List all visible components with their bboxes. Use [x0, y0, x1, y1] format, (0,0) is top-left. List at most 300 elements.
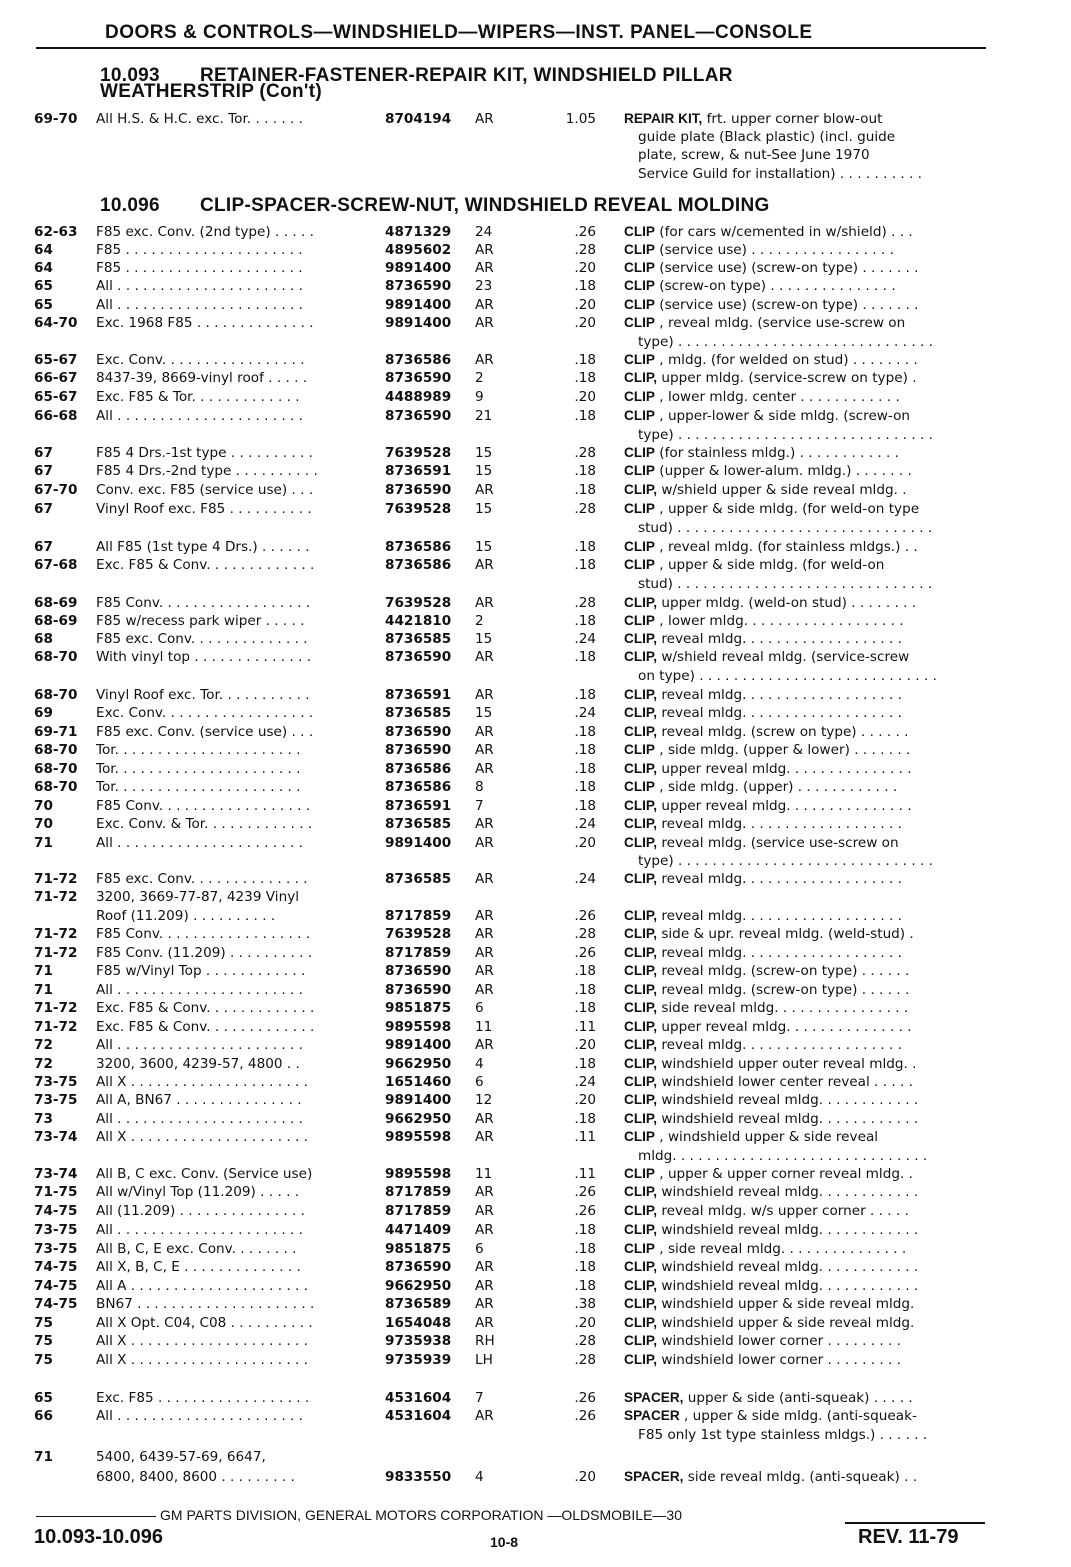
- part-number: 8736586: [385, 761, 452, 777]
- part-name: SPACER,: [624, 1469, 684, 1484]
- table-row: [0, 778, 1071, 796]
- part-number: 8736590: [385, 1259, 452, 1275]
- price: .18: [574, 982, 596, 998]
- section-title-text: CLIP-SPACER-SCREW-NUT, WINDSHIELD REVEAL MOLDING: [200, 195, 770, 216]
- part-name: CLIP,: [624, 1278, 657, 1293]
- part-number: 9735938: [385, 1333, 452, 1349]
- application: 6800, 8400, 8600 . . . . . . . . .: [96, 1469, 295, 1485]
- part-name: CLIP: [624, 260, 655, 275]
- year-range: 68-70: [34, 649, 78, 665]
- application: 5400, 6439-57-69, 6647,: [96, 1449, 266, 1465]
- price: .18: [574, 742, 596, 758]
- part-name: CLIP: [624, 242, 655, 257]
- description: [624, 1128, 986, 1146]
- part-name: CLIP,: [624, 1333, 657, 1348]
- price: .18: [574, 1000, 596, 1016]
- description-text: upper mldg. (service-screw on type) .: [661, 370, 917, 386]
- part-number: 8717859: [385, 1203, 452, 1219]
- part-name: CLIP,: [624, 482, 657, 497]
- price: .26: [574, 908, 596, 924]
- part-name: CLIP,: [624, 649, 657, 664]
- part-number: 8717859: [385, 908, 452, 924]
- quantity: LH: [475, 1352, 493, 1368]
- year-range: 74-75: [34, 1296, 78, 1312]
- part-name: CLIP,: [624, 1184, 657, 1199]
- description: [624, 723, 986, 741]
- price: .20: [574, 315, 596, 331]
- price: .28: [574, 501, 596, 517]
- quantity: 9: [475, 389, 484, 405]
- description: [624, 999, 986, 1017]
- year-range: 69-71: [34, 724, 78, 740]
- part-number: 8736590: [385, 724, 452, 740]
- part-number: 8736586: [385, 779, 452, 795]
- table-row: [0, 723, 1071, 741]
- quantity: 2: [475, 613, 484, 629]
- application: All w/Vinyl Top (11.209) . . . . .: [96, 1184, 300, 1200]
- part-name: REPAIR KIT,: [624, 111, 703, 126]
- quantity: 12: [475, 1092, 493, 1108]
- part-number: 8736590: [385, 649, 452, 665]
- table-row: [0, 1468, 1071, 1486]
- price: .24: [574, 631, 596, 647]
- part-number: 8736586: [385, 352, 452, 368]
- application: All X, B, C, E . . . . . . . . . . . . . .: [96, 1259, 301, 1275]
- description-text: windshield lower center reveal . . . . .: [661, 1074, 913, 1090]
- table-row: [0, 1277, 1071, 1295]
- part-name: CLIP,: [624, 1315, 657, 1330]
- table-row: [0, 1110, 1071, 1128]
- description-text: upper reveal mldg. . . . . . . . . . . . . . .: [661, 761, 912, 777]
- table-row: [0, 1314, 1071, 1332]
- table-row: [0, 1240, 1071, 1258]
- description: [624, 1183, 986, 1201]
- quantity: AR: [475, 835, 494, 851]
- part-name: CLIP: [624, 539, 655, 554]
- quantity: 2: [475, 370, 484, 386]
- description: [624, 1221, 986, 1239]
- quantity: AR: [475, 1203, 494, 1219]
- year-range: 71: [34, 835, 53, 851]
- price: .18: [574, 649, 596, 665]
- part-name: CLIP: [624, 463, 655, 478]
- quantity: AR: [475, 1184, 494, 1200]
- price: .18: [574, 1278, 596, 1294]
- part-name: CLIP: [624, 352, 655, 367]
- quantity: AR: [475, 352, 494, 368]
- year-range: 66: [34, 1408, 53, 1424]
- application: 8437-39, 8669-vinyl roof . . . . .: [96, 370, 308, 386]
- description: [624, 407, 986, 425]
- price: .24: [574, 705, 596, 721]
- description-text: reveal mldg. . . . . . . . . . . . . . . . . . .: [661, 908, 902, 924]
- part-number: 4471409: [385, 1222, 452, 1238]
- table-row: [0, 165, 1071, 183]
- part-name: CLIP,: [624, 835, 657, 850]
- part-name: CLIP,: [624, 926, 657, 941]
- description: [624, 462, 986, 480]
- application: All . . . . . . . . . . . . . . . . . . . . . .: [96, 982, 303, 998]
- application: F85 . . . . . . . . . . . . . . . . . . . . .: [96, 260, 303, 276]
- year-range: 67-68: [34, 557, 78, 573]
- part-name: CLIP,: [624, 1019, 657, 1034]
- description-text: , upper & side mldg. (for weld-on: [659, 557, 885, 573]
- year-range: 71-75: [34, 1184, 78, 1200]
- description-text: windshield reveal mldg. . . . . . . . . . . .: [661, 1222, 919, 1238]
- description-text: upper reveal mldg. . . . . . . . . . . . . . .: [661, 798, 912, 814]
- table-row: [0, 369, 1071, 387]
- description-text: , side reveal mldg. . . . . . . . . . . . . . .: [659, 1241, 907, 1257]
- quantity: 6: [475, 1000, 484, 1016]
- year-range: 71: [34, 1449, 53, 1465]
- year-range: 73-75: [34, 1074, 78, 1090]
- description-text: , upper & side mldg. (anti-squeak-: [683, 1408, 917, 1424]
- description: [624, 241, 986, 259]
- part-name: CLIP: [624, 557, 655, 572]
- description-text: mldg. . . . . . . . . . . . . . . . . . . . . . . . . . . . . .: [638, 1148, 928, 1164]
- description: [624, 1407, 986, 1425]
- footer-rule: [36, 1516, 156, 1517]
- description: [624, 519, 1000, 537]
- description-text: , reveal mldg. (service use-screw on: [659, 315, 906, 331]
- application: F85 Conv. . . . . . . . . . . . . . . . . .: [96, 798, 311, 814]
- table-row: [0, 556, 1071, 574]
- description: [624, 648, 986, 666]
- description-text: , mldg. (for welded on stud) . . . . . . . .: [659, 352, 918, 368]
- part-number: 8736589: [385, 1296, 452, 1312]
- application: Exc. F85 & Tor. . . . . . . . . . . . .: [96, 389, 300, 405]
- description: [624, 314, 986, 332]
- year-range: 68: [34, 631, 53, 647]
- part-number: 8736591: [385, 463, 452, 479]
- description-text: reveal mldg. w/s upper corner . . . . .: [661, 1203, 909, 1219]
- description: [624, 556, 986, 574]
- table-row: [0, 223, 1071, 241]
- table-row: [0, 704, 1071, 722]
- section-number: 10.093: [100, 65, 160, 86]
- application: Exc. Conv. . . . . . . . . . . . . . . . .: [96, 352, 305, 368]
- description-text: type) . . . . . . . . . . . . . . . . . . . . . . . . . . . . . .: [638, 334, 933, 350]
- part-number: 7639528: [385, 595, 452, 611]
- description: [624, 1468, 986, 1486]
- description: [624, 1277, 986, 1295]
- application: All B, C, E exc. Conv. . . . . . . .: [96, 1241, 297, 1257]
- description: [624, 612, 986, 630]
- price: .18: [574, 779, 596, 795]
- part-name: CLIP: [624, 1129, 655, 1144]
- part-name: CLIP: [624, 501, 655, 516]
- price: .18: [574, 1111, 596, 1127]
- quantity: AR: [475, 482, 494, 498]
- part-name: CLIP,: [624, 1352, 657, 1367]
- year-range: 65: [34, 278, 53, 294]
- quantity: AR: [475, 315, 494, 331]
- year-range: 65-67: [34, 389, 78, 405]
- part-number: 9891400: [385, 835, 452, 851]
- part-number: 4895602: [385, 242, 452, 258]
- part-name: CLIP,: [624, 705, 657, 720]
- description: [624, 296, 986, 314]
- price: .20: [574, 389, 596, 405]
- price: .11: [574, 1019, 596, 1035]
- part-number: 4871329: [385, 224, 452, 240]
- part-number: 8704194: [385, 111, 452, 127]
- part-number: 8736591: [385, 798, 452, 814]
- application: All F85 (1st type 4 Drs.) . . . . . .: [96, 539, 310, 555]
- table-row: [0, 1073, 1071, 1091]
- year-range: 71: [34, 982, 53, 998]
- year-range: 73-75: [34, 1241, 78, 1257]
- description-text: , upper-lower & side mldg. (screw-on: [659, 408, 911, 424]
- part-name: CLIP,: [624, 724, 657, 739]
- description-text: reveal mldg. (screw-on type) . . . . . .: [661, 963, 910, 979]
- description: [624, 1165, 986, 1183]
- quantity: 24: [475, 224, 493, 240]
- part-number: 9895598: [385, 1019, 452, 1035]
- part-name: CLIP: [624, 1241, 655, 1256]
- description-text: (upper & lower-alum. mldg.) . . . . . . .: [659, 463, 912, 479]
- part-number: 8736586: [385, 539, 452, 555]
- application: All (11.209) . . . . . . . . . . . . . . .: [96, 1203, 305, 1219]
- footer-publisher: GM PARTS DIVISION, GENERAL MOTORS CORPORATION —OLDSMOBILE—30: [160, 1507, 682, 1523]
- description: [624, 538, 986, 556]
- quantity: AR: [475, 1315, 494, 1331]
- application: All X . . . . . . . . . . . . . . . . . . . . .: [96, 1129, 308, 1145]
- year-range: 74-75: [34, 1278, 78, 1294]
- table-row: [0, 407, 1071, 425]
- section-number: 10.096: [100, 195, 160, 216]
- application: F85 Conv. (11.209) . . . . . . . . . .: [96, 945, 313, 961]
- description: [624, 667, 1000, 685]
- year-range: 73-75: [34, 1092, 78, 1108]
- description-text: windshield lower corner . . . . . . . . .: [661, 1333, 902, 1349]
- price: .28: [574, 595, 596, 611]
- table-row: [0, 1221, 1071, 1239]
- table-row: [0, 1448, 1071, 1466]
- quantity: AR: [475, 687, 494, 703]
- price: .18: [574, 687, 596, 703]
- description: [624, 369, 986, 387]
- part-name: CLIP,: [624, 1056, 657, 1071]
- part-number: 9891400: [385, 260, 452, 276]
- price: .18: [574, 482, 596, 498]
- year-range: 65-67: [34, 352, 78, 368]
- description-text: reveal mldg. . . . . . . . . . . . . . . . . . .: [661, 631, 902, 647]
- price: .11: [574, 1129, 596, 1145]
- description: [624, 1332, 986, 1350]
- description-text: side reveal mldg. (anti-squeak) . .: [687, 1469, 918, 1485]
- section-title-10093-cont: [100, 81, 322, 102]
- part-number: 8736590: [385, 278, 452, 294]
- table-row: [0, 1389, 1071, 1407]
- description: [624, 852, 1000, 870]
- price: .20: [574, 297, 596, 313]
- year-range: 70: [34, 798, 53, 814]
- description: [624, 1036, 986, 1054]
- table-row: [0, 815, 1071, 833]
- table-row: [0, 500, 1071, 518]
- table-row: [0, 648, 1071, 666]
- price: .18: [574, 1259, 596, 1275]
- price: .20: [574, 1037, 596, 1053]
- quantity: AR: [475, 297, 494, 313]
- quantity: AR: [475, 260, 494, 276]
- price: .28: [574, 445, 596, 461]
- application: F85 . . . . . . . . . . . . . . . . . . . . .: [96, 242, 303, 258]
- description: [624, 870, 986, 888]
- description-text: reveal mldg. . . . . . . . . . . . . . . . . . .: [661, 871, 902, 887]
- section-title-line2: WEATHERSTRIP (Con't): [100, 81, 322, 102]
- quantity: 6: [475, 1241, 484, 1257]
- price: .18: [574, 408, 596, 424]
- application: All B, C exc. Conv. (Service use): [96, 1166, 313, 1182]
- application: Exc. F85 & Conv. . . . . . . . . . . . .: [96, 1019, 315, 1035]
- application: All . . . . . . . . . . . . . . . . . . . . . .: [96, 1408, 303, 1424]
- description: [624, 259, 986, 277]
- table-row: [0, 999, 1071, 1017]
- price: .18: [574, 1241, 596, 1257]
- description-text: (for cars w/cemented in w/shield) . . .: [659, 224, 913, 240]
- quantity: AR: [475, 1037, 494, 1053]
- price: .28: [574, 242, 596, 258]
- table-row: [0, 444, 1071, 462]
- table-row: [0, 870, 1071, 888]
- table-row: [0, 481, 1071, 499]
- quantity: 4: [475, 1056, 484, 1072]
- part-number: 4421810: [385, 613, 452, 629]
- table-row: [0, 426, 1071, 444]
- description-text: windshield upper & side reveal mldg.: [661, 1315, 915, 1331]
- quantity: AR: [475, 871, 494, 887]
- year-range: 68-70: [34, 687, 78, 703]
- quantity: AR: [475, 1296, 494, 1312]
- price: .28: [574, 926, 596, 942]
- part-name: CLIP,: [624, 595, 657, 610]
- description: [624, 1295, 986, 1313]
- quantity: 6: [475, 1074, 484, 1090]
- year-range: 70: [34, 816, 53, 832]
- part-number: 9662950: [385, 1056, 452, 1072]
- description: [624, 575, 1000, 593]
- table-row: [0, 1165, 1071, 1183]
- price: .24: [574, 871, 596, 887]
- application: All . . . . . . . . . . . . . . . . . . . . . .: [96, 408, 303, 424]
- table-row: [0, 944, 1071, 962]
- part-number: 9891400: [385, 315, 452, 331]
- year-range: 67: [34, 501, 53, 517]
- description-text: F85 only 1st type stainless mldgs.) . . . . . .: [638, 1427, 928, 1443]
- part-name: CLIP,: [624, 1222, 657, 1237]
- description-text: upper mldg. (weld-on stud) . . . . . . . .: [661, 595, 917, 611]
- part-number: 4488989: [385, 389, 452, 405]
- description-text: reveal mldg. . . . . . . . . . . . . . . . . . .: [661, 945, 902, 961]
- table-row: [0, 834, 1071, 852]
- description: [624, 110, 986, 128]
- description-text: reveal mldg. (screw on type) . . . . . .: [661, 724, 909, 740]
- table-row: [0, 296, 1071, 314]
- price: .28: [574, 1333, 596, 1349]
- year-range: 71-72: [34, 926, 78, 942]
- application: All . . . . . . . . . . . . . . . . . . . . . .: [96, 1222, 303, 1238]
- part-number: 8736590: [385, 370, 452, 386]
- price: .26: [574, 224, 596, 240]
- table-row: [0, 852, 1071, 870]
- description-text: w/shield reveal mldg. (service-screw: [661, 649, 910, 665]
- price: .18: [574, 463, 596, 479]
- description-text: , lower mldg. . . . . . . . . . . . . . . . . . .: [659, 613, 904, 629]
- part-name: CLIP,: [624, 687, 657, 702]
- description: [624, 128, 1000, 146]
- description-text: upper & side (anti-squeak) . . . . .: [687, 1390, 913, 1406]
- price: .24: [574, 816, 596, 832]
- application: F85 exc. Conv. . . . . . . . . . . . . .: [96, 871, 308, 887]
- description: [624, 925, 986, 943]
- description-text: (for stainless mldg.) . . . . . . . . . . . .: [659, 445, 899, 461]
- application: F85 w/Vinyl Top . . . . . . . . . . . .: [96, 963, 306, 979]
- part-name: CLIP,: [624, 761, 657, 776]
- price: .26: [574, 1408, 596, 1424]
- application: All X . . . . . . . . . . . . . . . . . . . . .: [96, 1333, 308, 1349]
- part-name: SPACER: [624, 1408, 680, 1423]
- year-range: 67-70: [34, 482, 78, 498]
- description-text: reveal mldg. . . . . . . . . . . . . . . . . . .: [661, 816, 902, 832]
- application: 3200, 3669-77-87, 4239 Vinyl: [96, 889, 300, 905]
- price: .18: [574, 761, 596, 777]
- price: .26: [574, 1184, 596, 1200]
- part-name: CLIP: [624, 445, 655, 460]
- quantity: AR: [475, 926, 494, 942]
- description: [624, 760, 986, 778]
- application: All . . . . . . . . . . . . . . . . . . . . . .: [96, 1037, 303, 1053]
- quantity: AR: [475, 945, 494, 961]
- part-number: 9851875: [385, 1000, 452, 1016]
- price: .18: [574, 370, 596, 386]
- year-range: 75: [34, 1315, 53, 1331]
- footer-page-number: 10-8: [490, 1534, 519, 1550]
- part-number: 9895598: [385, 1129, 452, 1145]
- application: Exc. F85 & Conv. . . . . . . . . . . . .: [96, 557, 315, 573]
- year-range: 67: [34, 539, 53, 555]
- table-row: [0, 1258, 1071, 1276]
- table-row: [0, 241, 1071, 259]
- table-row: [0, 351, 1071, 369]
- part-name: CLIP: [624, 742, 655, 757]
- part-number: 8736591: [385, 687, 452, 703]
- description-text: stud) . . . . . . . . . . . . . . . . . . . . . . . . . . . . . .: [638, 576, 933, 592]
- description: [624, 388, 986, 406]
- part-name: CLIP,: [624, 1000, 657, 1015]
- price: .20: [574, 835, 596, 851]
- description: [624, 1389, 986, 1407]
- application: F85 exc. Conv. (service use) . . .: [96, 724, 314, 740]
- description: [624, 1202, 986, 1220]
- year-range: 68-69: [34, 613, 78, 629]
- table-row: [0, 925, 1071, 943]
- application: Exc. 1968 F85 . . . . . . . . . . . . . .: [96, 315, 314, 331]
- quantity: AR: [475, 908, 494, 924]
- quantity: AR: [475, 724, 494, 740]
- quantity: 15: [475, 539, 493, 555]
- application: All A, BN67 . . . . . . . . . . . . . . .: [96, 1092, 302, 1108]
- description: [624, 426, 1000, 444]
- quantity: AR: [475, 557, 494, 573]
- footer-revision: REV. 11-79: [858, 1526, 959, 1548]
- price: .28: [574, 1352, 596, 1368]
- description-text: windshield reveal mldg. . . . . . . . . . . .: [661, 1259, 919, 1275]
- part-number: 7639528: [385, 501, 452, 517]
- quantity: AR: [475, 816, 494, 832]
- price: .18: [574, 1222, 596, 1238]
